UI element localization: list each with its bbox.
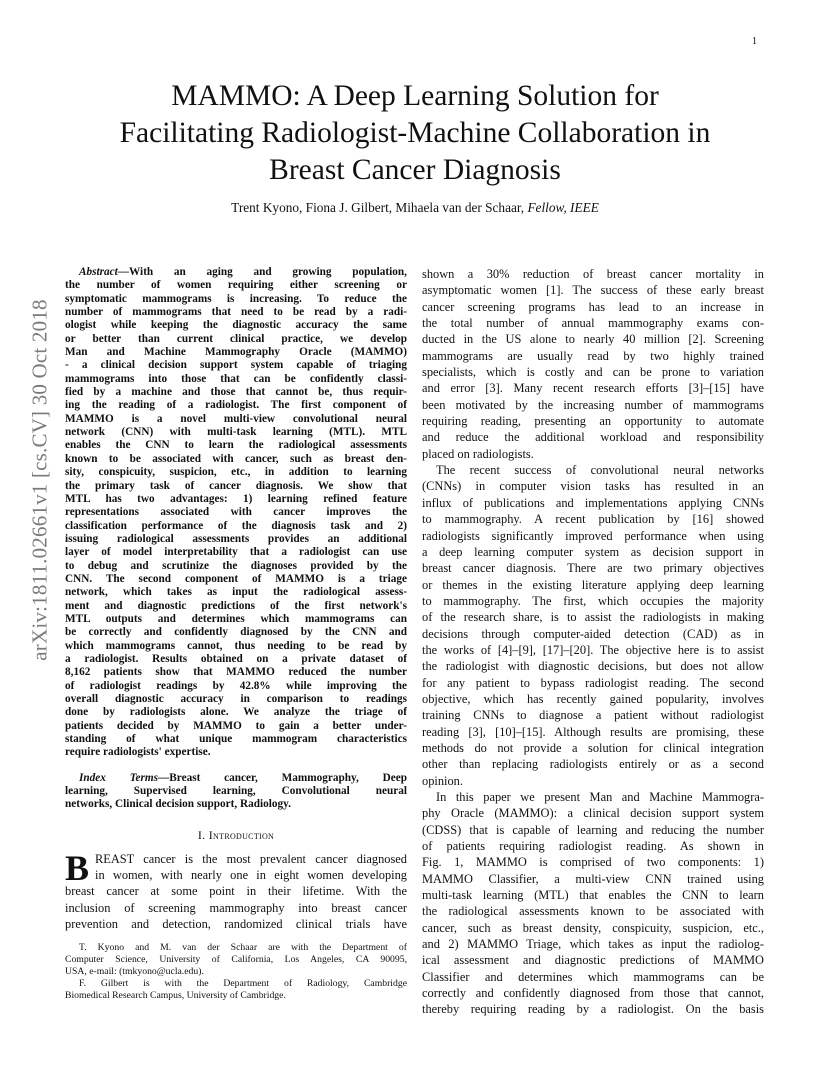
abstract-line: require radiologists' expertise. [65,746,211,759]
body-line: specialists, which is costly and can be prone to variation [422,365,764,380]
body-line: reading [3], [10]–[15]. Although results are promising, these [422,724,764,739]
abstract-line: representations associated with cancer improves the [65,506,407,519]
body-line: phy Oracle (MAMMO): a clinical decision support system [422,806,764,821]
abstract [65,266,407,760]
title-line: MAMMO: A Deep Learning Solution for [171,80,659,112]
index-terms-label: Index Terms [79,771,159,784]
body-line: In this paper we present Man and Machine Mammogra- [436,790,764,804]
body-line: objective, which has recently gained popularity, involves [422,691,764,706]
drop-cap: B [65,847,90,888]
abstract-line: known to be associated with cancer, such as breast den- [65,452,407,465]
body-line: of patients requiring radiologist reading. As shown in [422,839,764,854]
abstract-line: or better than current clinical practice, we develop [65,332,407,345]
introduction-paragraph [65,847,407,933]
body-line: methods do not provide a solution for clinical integration [422,740,764,755]
abstract-line: of radiologist readings by 42.8% while improving the [65,679,407,692]
abstract-line: ologist while keeping the diagnostic accuracy the same [65,319,407,332]
body-line: (CNNs) in computer vision tasks has resulted in an [422,479,764,494]
abstract-line: MTL has two advantages: 1) learning refined feature [65,492,407,505]
abstract-line: mammograms into those that can be confidently classi- [65,372,407,385]
body-line: ducted in the US alone to nearly 40 million [2]. Screening [422,332,764,347]
body-line: or themes in the existing literature applying deep learning [422,577,764,592]
body-line: and error [3]. Many recent research efforts [3]–[15] have [422,381,764,396]
page-number: 1 [752,36,757,47]
abstract-line: MAMMO is a novel multi-view convolutional neural [65,412,407,425]
body-paragraph [422,462,764,789]
body-line: shown a 30% reduction of breast cancer mortality in [422,267,764,281]
intro-line: in women, with nearly one in eight women developing [95,868,407,883]
abstract-line: to debug and scrutinize the diagnoses provided by the [65,559,407,572]
abstract-line: overall diagnostic accuracy in comparison to readings [65,693,407,705]
arxiv-identifier-stamp: arXiv:1811.02661v1 [cs.CV] 30 Oct 2018 [27,299,52,661]
body-line: influx of publications and implementations applying CNNs [422,495,764,510]
body-line: for any patient to bypass radiologist reading. The second [422,675,764,690]
abstract-line: number of mammograms that need to be read by a radi- [65,306,407,319]
body-line: training CNNs to diagnose a patient without radiologist [422,708,764,723]
body-line: of the research share, is to assist the radiologists in making [422,610,764,625]
body-line: decisions through computer-aided detection (CAD) as in [422,626,764,641]
abstract-line: done by radiologists alone. We analyze the triage of [65,706,407,719]
body-line: (CDSS) that is capable of learning and reducing the number [422,822,764,837]
abstract-line: standing of what unique mammogram characteristics [65,733,407,746]
abstract-line: symptomatic mammograms is increasing. To reduce the [65,292,407,305]
body-line: been motivated by the increasing number of mammograms [422,397,764,412]
abstract-line: Abstract—With an aging and growing population, [79,266,407,278]
abstract-label: Abstract [79,266,118,278]
body-line: requiring reading, presenting an opportunity to automate [422,414,764,429]
abstract-line: the primary task of cancer diagnosis. We show that [65,479,407,492]
title-line: Facilitating Radiologist-Machine Collaboration in [119,117,711,149]
right-column [422,266,764,1018]
body-line: thereby requiring reading by a radiologist. On the basis [422,1002,764,1017]
index-terms-line: networks, Clinical decision support, Radiology. [65,798,291,811]
index-terms-line: Index Terms—Breast cancer, Mammography, Deep [79,771,407,784]
footnote-line: USA, e-mail: (tmkyono@ucla.edu). [65,966,204,978]
abstract-line: issuing radiological assessments provides an additional [65,532,407,545]
body-paragraph [422,266,764,462]
body-line: cancer, such as breast density, conspicuity, suspicion, etc., [422,920,764,935]
body-line: a deep learning computer system as decision support in [422,544,764,559]
body-line: cancer screening programs has lead to an increase in [422,299,764,314]
intro-line: REAST cancer is the most prevalent cancer diagnosed [95,851,407,866]
abstract-line: network, which takes as input the radiological assess- [65,586,407,599]
body-line: MAMMO Classifier, a multi-view CNN trained using [422,871,764,886]
footnote-line: Biomedical Research Campus, University of Cambridge. [65,990,286,1002]
abstract-line: the number of women requiring either screening or [65,279,407,292]
section-heading-introduction: I. Introduction [197,827,275,842]
body-line: multi-task learning (MTL) that enables the CNN to learn [422,888,764,903]
body-line: asymptomatic women [1]. The success of these early breast [422,283,764,298]
body-line: placed on radiologists. [422,446,534,461]
body-line: correctly and confidently diagnosed from those that cannot, [422,986,764,1001]
abstract-line: sity, conspicuity, suspicion, etc., in addition to learning [65,466,407,479]
body-line: Classifier and determines which mammograms can be [422,969,764,984]
title-line: Breast Cancer Diagnosis [269,154,561,186]
abstract-line: classification performance of the diagnosis task and 2) [65,519,407,532]
abstract-line: - a clinical decision support system capable of triaging [65,359,407,372]
body-line: radiologists significantly improved performance when using [422,528,764,543]
body-line: Fig. 1, MAMMO is comprised of two components: 1) [422,855,764,870]
body-line: the works of [4]–[9], [17]–[20]. The objective here is to assist [422,642,764,657]
abstract-line: ing the reading of a radiologist. The first component of [65,399,407,412]
abstract-line: enables the CNN to learn the radiological assessments [65,439,407,452]
index-terms [65,772,407,812]
footnote-line: Computer Science, University of California, Los Angeles, CA 90095, [65,954,407,966]
abstract-line: fied by a machine and those that cannot be, thus requir- [65,386,407,399]
body-line: breast cancer diagnosis. There are two primary objectives [422,561,764,576]
body-line: and reduce the additional workload and responsibility [422,430,764,445]
abstract-line: network (CNN) with multi-task learning (MTL). MTL [65,426,407,439]
intro-line: prevention and detection, randomized clinical trials have [65,917,407,932]
abstract-line: CNN. The second component of MAMMO is a triage [65,572,407,585]
abstract-line: 8,162 patients show that MAMMO reduced the number [65,666,407,679]
abstract-line: ment and diagnostic predictions of the first network's [65,599,407,612]
abstract-line: Man and Machine Mammography Oracle (MAMMO) [65,346,407,359]
footnotes [65,942,407,1002]
body-line: the total number of annual mammography exams con- [422,316,764,331]
intro-line: inclusion of screening mammography into breast cancer [65,900,407,915]
index-terms-line: learning, Supervised learning, Convolutional neural [65,785,407,798]
footnote-line: F. Gilbert is with the Department of Radiology, Cambridge [79,978,407,990]
body-paragraph [422,789,764,1018]
abstract-line: which mammograms cannot, thus needing to be read by [65,639,407,652]
author-list [60,200,770,216]
body-line: the radiological assessments known to be associated with [422,904,764,919]
body-line: to mammography. The first, which occupies the majority [422,593,764,608]
body-line: opinion. [422,773,463,788]
body-line: and 2) MAMMO Triage, which takes as input the radiolog- [422,937,764,952]
author-fellow-title: Fellow, IEEE [527,200,599,215]
body-line: The recent success of convolutional neural networks [436,463,764,478]
body-line: to mammography. A recent publication by [16] showed [422,512,764,527]
abstract-line: MTL outputs and determines which mammograms can [65,612,407,625]
left-column [65,266,407,1002]
abstract-line: patients decided by MAMMO to gain a better under- [65,719,407,732]
body-line: the radiologist with diagnostic decisions, but does not allow [422,659,764,674]
body-line: ical assessment and diagnostic predictions of MAMMO [422,953,764,968]
body-line: other than replacing radiologists entirely or as a second [422,757,764,772]
footnote-line: T. Kyono and M. van der Schaar are with the Department of [79,942,407,954]
paper-title [60,78,770,189]
intro-line: breast cancer at some point in their lifetime. With the [65,884,407,899]
abstract-line: a radiologist. Results obtained on a private dataset of [65,652,407,665]
abstract-line: be correctly and confidently diagnosed by the CNN and [65,626,407,639]
body-line: mammograms are usually read by two highly trained [422,348,764,363]
author-names: Trent Kyono, Fiona J. Gilbert, Mihaela van der Schaar, [231,200,525,215]
abstract-line: layer of model interpretability that a radiologist can use [65,546,407,559]
